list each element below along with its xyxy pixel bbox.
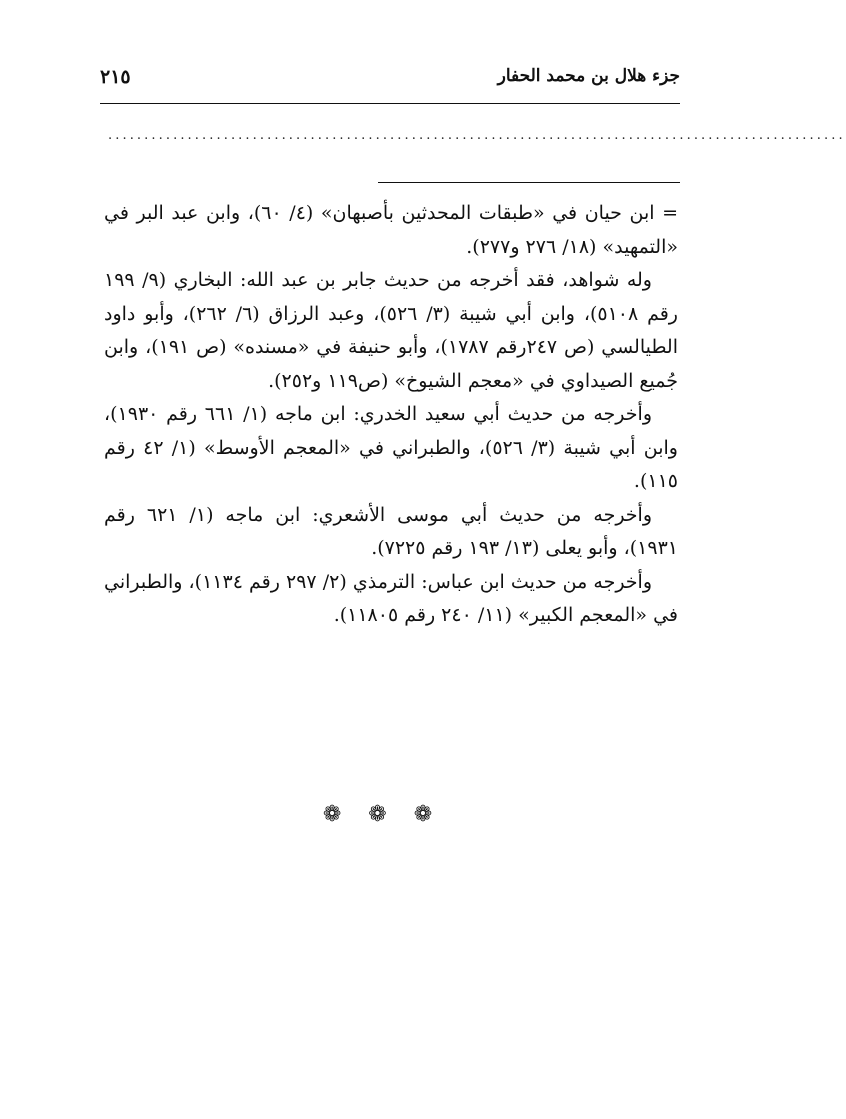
flower-ornament-icon: ❁ bbox=[368, 802, 397, 827]
running-title: جزء هلال بن محمد الحفار bbox=[497, 66, 680, 86]
footnote-paragraph: وأخرجه من حديث أبي موسى الأشعري: ابن ماجه (١/ ٦٢١ رقم ١٩٣١)، وأبو يعلى (١٣/ ١٩٣ رقم ٧٢٢٥). bbox=[104, 503, 678, 559]
footnote-paragraph: وله شواهد، فقد أخرجه من حديث جابر بن عبد الله: البخاري (٩/ ١٩٩ رقم ٥١٠٨)، وابن أبي شيبة (٣/ ٥٢٦)، وعبد الرزاق (٦/ ٢٦٢)، وأبو داود الطيالسي (ص ٢٤٧رقم ١٧٨٧)، وأبو حنيفة في «مسنده» (ص ١٩١)، وابن جُميع الصيداوي في «معجم الشيوخ» (ص١١٩ و٢٥٢). bbox=[104, 269, 678, 392]
header-rule bbox=[100, 103, 680, 104]
footnote-rule bbox=[378, 182, 680, 183]
flower-ornament-icon: ❁ bbox=[413, 802, 443, 827]
footnote-paragraph: = ابن حيان في «طبقات المحدثين بأصبهان» (٤/ ٦٠)، وابن عبد البر في «التمهيد» (١٨/ ٢٧٦ و٢٧٧). bbox=[104, 202, 679, 258]
page-header bbox=[100, 66, 680, 98]
footnotes-block bbox=[104, 197, 678, 633]
page-number: ٢١٥ bbox=[100, 66, 131, 88]
footnote-paragraph: وأخرجه من حديث ابن عباس: الترمذي (٢/ ٢٩٧ رقم ١١٣٤)، والطبراني في «المعجم الكبير» (١١/ ٢٤٠ رقم ١١٨٠٥). bbox=[104, 570, 678, 626]
dotted-separator: ...................................................................................................... bbox=[108, 128, 846, 143]
section-end-ornaments bbox=[0, 802, 765, 827]
footnote-paragraph: وأخرجه من حديث أبي سعيد الخدري: ابن ماجه (١/ ٦٦١ رقم ١٩٣٠)، وابن أبي شيبة (٣/ ٥٢٦)، والطبراني في «المعجم الأوسط» (١/ ٤٢ رقم ١١٥). bbox=[104, 403, 678, 492]
flower-ornament-icon: ❁ bbox=[322, 802, 352, 827]
